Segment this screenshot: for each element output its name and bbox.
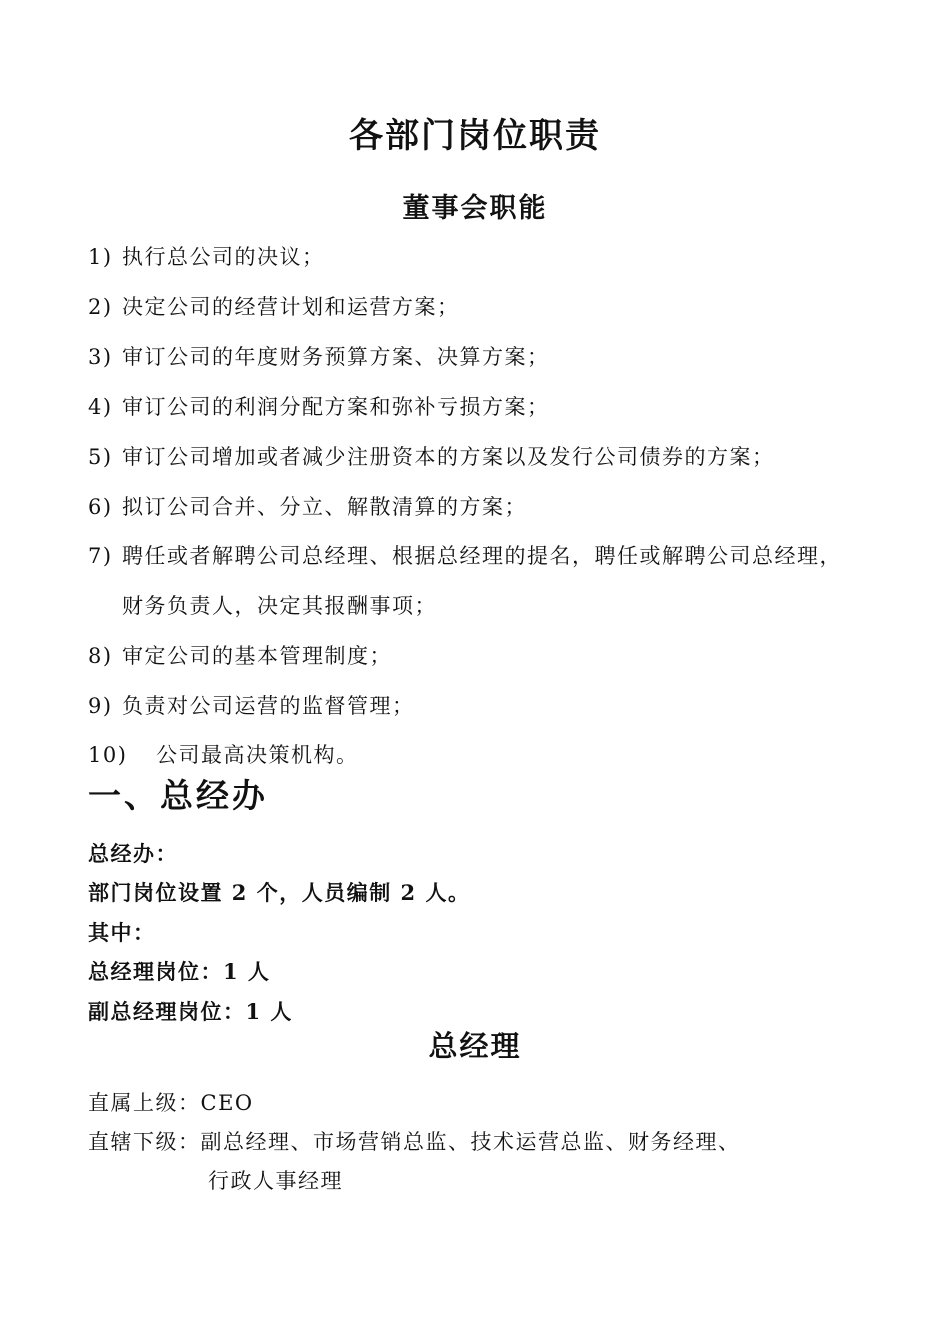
list-item-text: 拟订公司合并、分立、解散清算的方案；	[122, 495, 527, 519]
list-item	[88, 491, 527, 521]
direct-subordinates-continued: 行政人事经理	[208, 1169, 343, 1193]
dept-label: 总经办：	[88, 841, 178, 866]
list-item-text: 负责对公司运营的监督管理；	[122, 694, 415, 718]
list-item	[88, 391, 550, 421]
board-functions-heading: 董事会职能	[402, 193, 548, 224]
gm-position-count: 总经理岗位：1 人	[88, 959, 271, 984]
list-item-text: 聘任或者解聘公司总经理、根据总经理的提名，聘任或解聘公司总经理，	[122, 544, 842, 568]
list-item-number: 1)	[88, 245, 113, 269]
list-item-number: 5)	[88, 445, 113, 469]
list-item-number: 9)	[88, 694, 113, 718]
list-item-text: 审订公司增加或者减少注册资本的方案以及发行公司债券的方案；	[122, 445, 775, 469]
list-item-text: 审定公司的基本管理制度；	[122, 644, 392, 668]
list-item	[88, 540, 842, 570]
list-item	[88, 441, 775, 471]
list-item-number: 6)	[88, 495, 113, 519]
list-item-number: 4)	[88, 395, 113, 419]
role-title-gm: 总经理	[428, 1029, 522, 1063]
list-item	[88, 341, 550, 371]
direct-superior: 直属上级：CEO	[88, 1091, 254, 1115]
list-item-text: 执行总公司的决议；	[122, 245, 325, 269]
list-item-number: 10)	[88, 743, 128, 767]
list-item	[88, 690, 415, 720]
list-item-number: 3)	[88, 345, 113, 369]
list-item-number: 7)	[88, 544, 113, 568]
direct-subordinates: 直辖下级：副总经理、市场营销总监、技术运营总监、财务经理、	[88, 1130, 741, 1154]
list-item	[88, 640, 392, 670]
list-item	[88, 241, 325, 271]
list-item-continuation: 财务负责人，决定其报酬事项；	[122, 594, 437, 618]
section-title-gm-office: 一、总经办	[88, 776, 268, 815]
list-item-number: 8)	[88, 644, 113, 668]
list-item	[88, 739, 359, 769]
list-item-number: 2)	[88, 295, 113, 319]
list-item	[88, 291, 460, 321]
dept-staffing: 部门岗位设置 2 个，人员编制 2 人。	[88, 880, 471, 905]
list-item-text: 审订公司的年度财务预算方案、决算方案；	[122, 345, 550, 369]
list-item-text: 审订公司的利润分配方案和弥补亏损方案；	[122, 395, 550, 419]
dept-among-label: 其中：	[88, 920, 156, 945]
list-item-text: 公司最高决策机构。	[156, 743, 359, 767]
deputy-gm-position-count: 副总经理岗位：1 人	[88, 999, 293, 1024]
document-title: 各部门岗位职责	[349, 116, 601, 156]
list-item-text: 决定公司的经营计划和运营方案；	[122, 295, 460, 319]
